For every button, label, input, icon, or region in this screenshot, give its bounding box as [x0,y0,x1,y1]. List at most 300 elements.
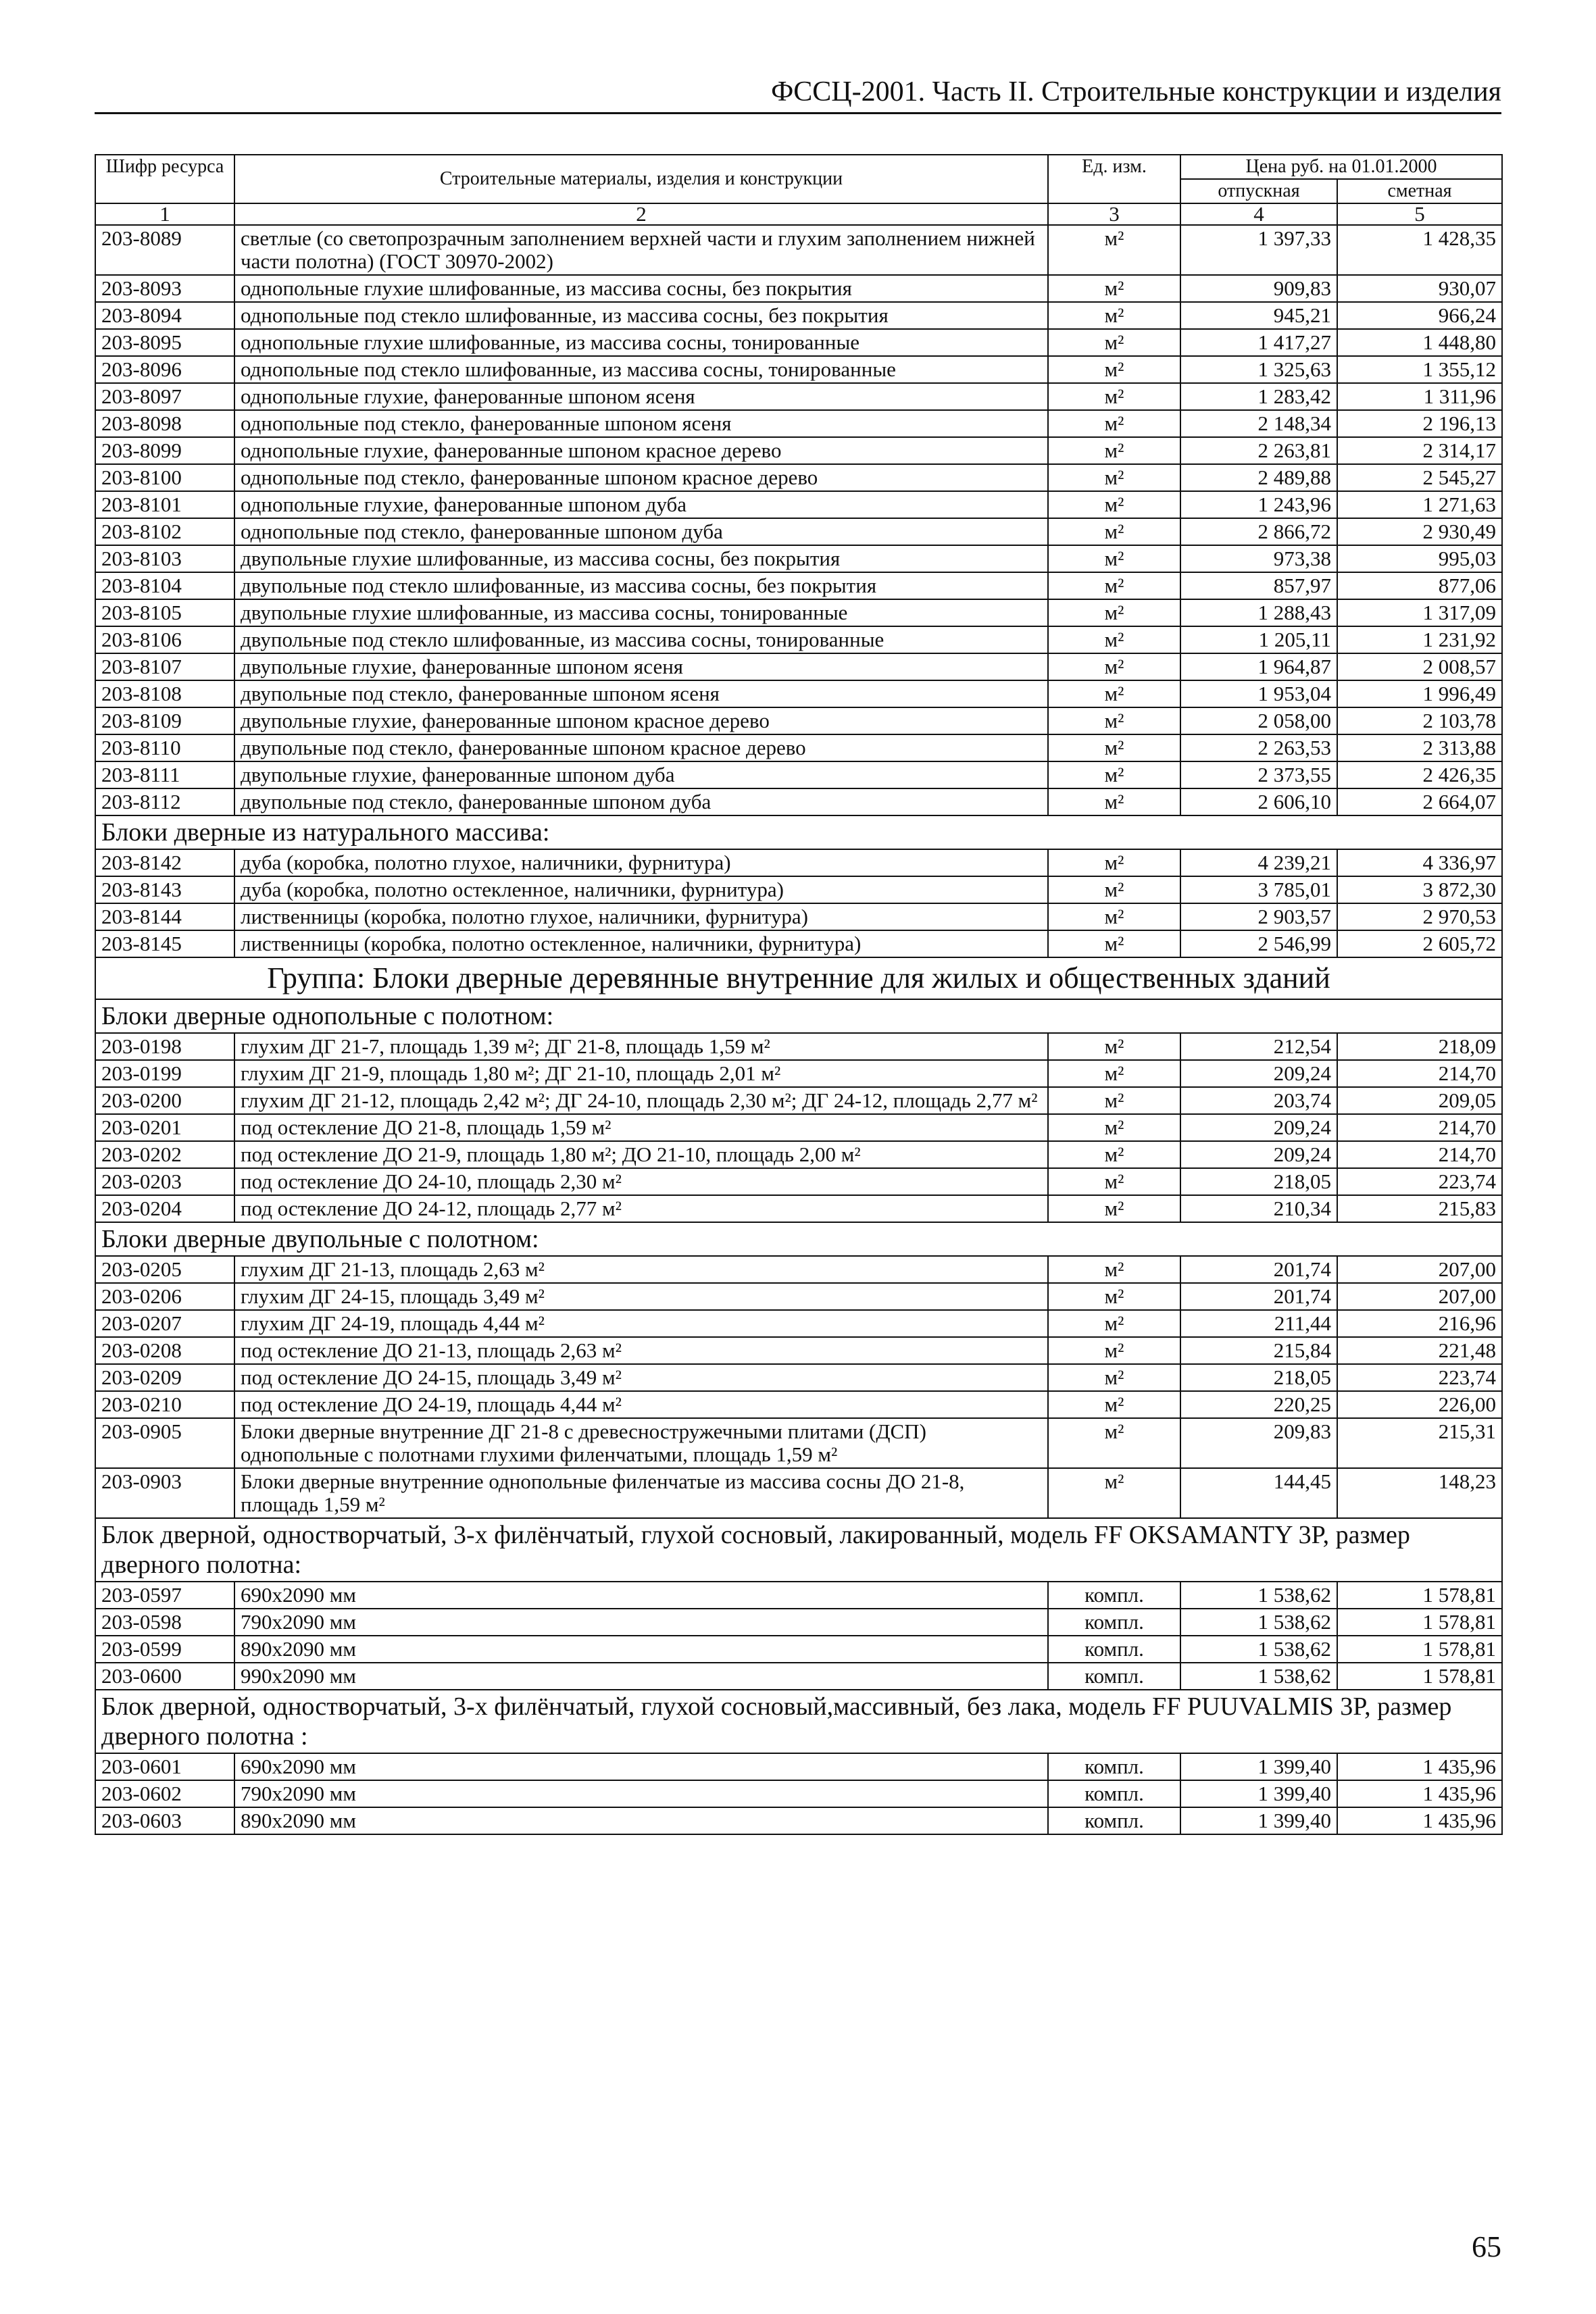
resource-code: 203-0905 [95,1418,234,1468]
resource-code: 203-8094 [95,302,234,329]
estimate-price: 2 426,35 [1337,761,1502,788]
estimate-price: 221,48 [1337,1337,1502,1364]
unit: м² [1048,383,1180,410]
release-price: 857,97 [1180,572,1337,599]
resource-description: однопольные под стекло, фанерованные шпоном ясеня [234,410,1048,437]
column-index-row [95,203,1502,225]
unit: м² [1048,788,1180,815]
unit: компл. [1048,1807,1180,1834]
unit: м² [1048,518,1180,545]
unit: м² [1048,626,1180,653]
release-price: 211,44 [1180,1310,1337,1337]
resource-description: двупольные глухие шлифованные, из массива сосны, без покрытия [234,545,1048,572]
unit: м² [1048,1141,1180,1168]
table-row [95,1807,1502,1834]
unit: м² [1048,491,1180,518]
resource-description: двупольные глухие, фанерованные шпоном дуба [234,761,1048,788]
table-row [95,545,1502,572]
unit: м² [1048,761,1180,788]
resource-description: глухим ДГ 21-9, площадь 1,80 м²; ДГ 21-10, площадь 2,01 м² [234,1060,1048,1087]
estimate-price: 1 428,35 [1337,225,1502,275]
resource-code: 203-0209 [95,1364,234,1391]
unit: м² [1048,1087,1180,1114]
resource-description: 790x2090 мм [234,1609,1048,1636]
table-row [95,1060,1502,1087]
estimate-price: 216,96 [1337,1310,1502,1337]
resource-code: 203-0204 [95,1195,234,1222]
resource-description: лиственницы (коробка, полотно остекленное, наличники, фурнитура) [234,930,1048,957]
resource-code: 203-0599 [95,1636,234,1663]
release-price: 209,24 [1180,1141,1337,1168]
unit: компл. [1048,1636,1180,1663]
estimate-price: 209,05 [1337,1087,1502,1114]
unit: компл. [1048,1582,1180,1609]
release-price: 1 283,42 [1180,383,1337,410]
resource-description: лиственницы (коробка, полотно глухое, наличники, фурнитура) [234,903,1048,930]
resource-code: 203-0603 [95,1807,234,1834]
unit: м² [1048,1114,1180,1141]
resource-code: 203-0601 [95,1753,234,1780]
resource-description: двупольные под стекло, фанерованные шпоном дуба [234,788,1048,815]
column-index: 5 [1337,203,1502,225]
release-price: 909,83 [1180,275,1337,302]
section-heading: Блоки дверные однопольные с полотном: [95,999,1502,1033]
release-price: 1 288,43 [1180,599,1337,626]
resource-code: 203-0206 [95,1283,234,1310]
unit: м² [1048,903,1180,930]
unit: м² [1048,930,1180,957]
table-row [95,356,1502,383]
section-heading: Блок дверной, одностворчатый, 3-х филёнчатый, глухой сосновый,массивный, без лака, модель FF PUUVALMIS 3P, размер дверного полотна : [95,1690,1502,1753]
estimate-price: 995,03 [1337,545,1502,572]
resource-code: 203-8100 [95,464,234,491]
resource-description: глухим ДГ 21-7, площадь 1,39 м²; ДГ 21-8, площадь 1,59 м² [234,1033,1048,1060]
estimate-price: 214,70 [1337,1060,1502,1087]
resource-description: под остекление ДО 24-15, площадь 3,49 м² [234,1364,1048,1391]
unit: компл. [1048,1663,1180,1690]
estimate-price: 2 970,53 [1337,903,1502,930]
unit: м² [1048,653,1180,680]
table-row [95,1114,1502,1141]
section-row [95,815,1502,849]
resource-code: 203-0600 [95,1663,234,1690]
release-price: 1 205,11 [1180,626,1337,653]
estimate-price: 2 664,07 [1337,788,1502,815]
release-price: 218,05 [1180,1364,1337,1391]
table-row [95,903,1502,930]
section-heading: Блоки дверные из натурального массива: [95,815,1502,849]
col-code-header: Шифр ресурса [95,155,234,203]
release-price: 203,74 [1180,1087,1337,1114]
resource-description: под остекление ДО 24-12, площадь 2,77 м² [234,1195,1048,1222]
table-row [95,1468,1502,1518]
release-price: 2 263,81 [1180,437,1337,464]
table-row [95,849,1502,876]
table-row [95,329,1502,356]
resource-code: 203-0201 [95,1114,234,1141]
resource-description: однопольные глухие шлифованные, из массива сосны, без покрытия [234,275,1048,302]
release-price: 1 538,62 [1180,1582,1337,1609]
table-row [95,1033,1502,1060]
release-price: 1 538,62 [1180,1609,1337,1636]
unit: м² [1048,464,1180,491]
resource-description: глухим ДГ 21-13, площадь 2,63 м² [234,1256,1048,1283]
resource-description: под остекление ДО 24-10, площадь 2,30 м² [234,1168,1048,1195]
table-row [95,788,1502,815]
estimate-price: 226,00 [1337,1391,1502,1418]
unit: м² [1048,1391,1180,1418]
release-price: 209,24 [1180,1060,1337,1087]
release-price: 1 325,63 [1180,356,1337,383]
unit: м² [1048,572,1180,599]
resource-code: 203-0597 [95,1582,234,1609]
table-row [95,1780,1502,1807]
estimate-price: 214,70 [1337,1141,1502,1168]
unit: м² [1048,1310,1180,1337]
estimate-price: 2 313,88 [1337,734,1502,761]
resource-description: однопольные глухие, фанерованные шпоном ясеня [234,383,1048,410]
resource-code: 203-0205 [95,1256,234,1283]
estimate-price: 1 271,63 [1337,491,1502,518]
resource-code: 203-8093 [95,275,234,302]
estimate-price: 207,00 [1337,1283,1502,1310]
resource-code: 203-8089 [95,225,234,275]
resource-description: однопольные под стекло шлифованные, из массива сосны, тонированные [234,356,1048,383]
resource-description: однопольные под стекло, фанерованные шпоном красное дерево [234,464,1048,491]
unit: м² [1048,1060,1180,1087]
resource-code: 203-8098 [95,410,234,437]
group-row [95,957,1502,999]
release-price: 1 397,33 [1180,225,1337,275]
resource-code: 203-8104 [95,572,234,599]
table-row [95,1310,1502,1337]
col-desc-header: Строительные материалы, изделия и конструкции [234,155,1048,203]
resource-description: Блоки дверные внутренние однопольные филенчатые из массива сосны ДО 21-8, площадь 1,59 м² [234,1468,1048,1518]
estimate-price: 1 578,81 [1337,1582,1502,1609]
resource-description: глухим ДГ 21-12, площадь 2,42 м²; ДГ 24-10, площадь 2,30 м²; ДГ 24-12, площадь 2,77 м² [234,1087,1048,1114]
resource-description: Блоки дверные внутренние ДГ 21-8 с древесностружечными плитами (ДСП) однопольные с полотнами глухими филенчатыми, площадь 1,59 м² [234,1418,1048,1468]
estimate-price: 1 311,96 [1337,383,1502,410]
table-row [95,1753,1502,1780]
resource-code: 203-8105 [95,599,234,626]
resource-code: 203-8108 [95,680,234,707]
resource-code: 203-8097 [95,383,234,410]
release-price: 2 373,55 [1180,761,1337,788]
group-heading: Группа: Блоки дверные деревянные внутренние для жилых и общественных зданий [95,957,1502,999]
table-row [95,1168,1502,1195]
release-price: 209,24 [1180,1114,1337,1141]
resource-description: однопольные под стекло шлифованные, из массива сосны, без покрытия [234,302,1048,329]
release-price: 218,05 [1180,1168,1337,1195]
table-row [95,464,1502,491]
estimate-price: 148,23 [1337,1468,1502,1518]
column-index: 4 [1180,203,1337,225]
unit: м² [1048,1418,1180,1468]
estimate-price: 223,74 [1337,1168,1502,1195]
table-row [95,1609,1502,1636]
table-row [95,876,1502,903]
resource-code: 203-8095 [95,329,234,356]
resource-description: глухим ДГ 24-15, площадь 3,49 м² [234,1283,1048,1310]
page-header: ФССЦ-2001. Часть II. Строительные конструкции и изделия [95,76,1501,114]
release-price: 2 263,53 [1180,734,1337,761]
table-row [95,1195,1502,1222]
estimate-price: 2 008,57 [1337,653,1502,680]
estimate-price: 1 355,12 [1337,356,1502,383]
resource-code: 203-8112 [95,788,234,815]
resource-code: 203-8111 [95,761,234,788]
resource-code: 203-8099 [95,437,234,464]
estimate-price: 877,06 [1337,572,1502,599]
col-price-header: Цена руб. на 01.01.2000 [1180,155,1502,179]
col-estimate-header: сметная [1337,179,1502,203]
estimate-price: 1 231,92 [1337,626,1502,653]
table-row [95,1087,1502,1114]
estimate-price: 3 872,30 [1337,876,1502,903]
unit: м² [1048,599,1180,626]
release-price: 2 606,10 [1180,788,1337,815]
estimate-price: 966,24 [1337,302,1502,329]
page-number: 65 [1472,2230,1501,2263]
estimate-price: 214,70 [1337,1114,1502,1141]
resource-code: 203-0203 [95,1168,234,1195]
unit: м² [1048,680,1180,707]
section-row [95,1518,1502,1582]
release-price: 1 399,40 [1180,1780,1337,1807]
unit: компл. [1048,1609,1180,1636]
unit: м² [1048,1168,1180,1195]
unit: м² [1048,410,1180,437]
col-unit-header: Ед. изм. [1048,155,1180,203]
table-row [95,653,1502,680]
release-price: 2 489,88 [1180,464,1337,491]
unit: компл. [1048,1753,1180,1780]
resource-code: 203-8143 [95,876,234,903]
unit: м² [1048,225,1180,275]
section-row [95,999,1502,1033]
section-heading: Блок дверной, одностворчатый, 3-х филёнчатый, глухой сосновый, лакированный, модель FF OKSAMANTY 3P, размер дверного полотна: [95,1518,1502,1582]
release-price: 212,54 [1180,1033,1337,1060]
unit: м² [1048,849,1180,876]
estimate-price: 1 435,96 [1337,1753,1502,1780]
release-price: 220,25 [1180,1391,1337,1418]
estimate-price: 2 605,72 [1337,930,1502,957]
resource-description: однопольные под стекло, фанерованные шпоном дуба [234,518,1048,545]
resource-code: 203-0903 [95,1468,234,1518]
column-index: 3 [1048,203,1180,225]
unit: м² [1048,356,1180,383]
unit: м² [1048,1337,1180,1364]
table-row [95,1337,1502,1364]
unit: м² [1048,707,1180,734]
release-price: 1 417,27 [1180,329,1337,356]
estimate-price: 2 103,78 [1337,707,1502,734]
table-row [95,930,1502,957]
table-row [95,383,1502,410]
release-price: 1 243,96 [1180,491,1337,518]
estimate-price: 218,09 [1337,1033,1502,1060]
table-row [95,680,1502,707]
unit: м² [1048,876,1180,903]
resource-description: двупольные под стекло шлифованные, из массива сосны, без покрытия [234,572,1048,599]
release-price: 2 148,34 [1180,410,1337,437]
resource-code: 203-0598 [95,1609,234,1636]
estimate-price: 1 435,96 [1337,1780,1502,1807]
table-row [95,707,1502,734]
table-row [95,1418,1502,1468]
resource-code: 203-0210 [95,1391,234,1418]
estimate-price: 207,00 [1337,1256,1502,1283]
resource-description: дуба (коробка, полотно остекленное, наличники, фурнитура) [234,876,1048,903]
unit: м² [1048,329,1180,356]
resource-description: однопольные глухие шлифованные, из массива сосны, тонированные [234,329,1048,356]
estimate-price: 215,31 [1337,1418,1502,1468]
release-price: 201,74 [1180,1256,1337,1283]
resource-code: 203-0200 [95,1087,234,1114]
table-row [95,1141,1502,1168]
resource-code: 203-8096 [95,356,234,383]
release-price: 201,74 [1180,1283,1337,1310]
estimate-price: 215,83 [1337,1195,1502,1222]
resource-description: двупольные под стекло шлифованные, из массива сосны, тонированные [234,626,1048,653]
release-price: 945,21 [1180,302,1337,329]
release-price: 1 953,04 [1180,680,1337,707]
unit: м² [1048,1468,1180,1518]
section-row [95,1222,1502,1256]
estimate-price: 2 545,27 [1337,464,1502,491]
resource-description: двупольные под стекло, фанерованные шпоном красное дерево [234,734,1048,761]
resource-code: 203-0198 [95,1033,234,1060]
release-price: 1 399,40 [1180,1753,1337,1780]
unit: м² [1048,437,1180,464]
section-row [95,1690,1502,1753]
table-row [95,626,1502,653]
table-row [95,599,1502,626]
table-row [95,1582,1502,1609]
resource-description: однопольные глухие, фанерованные шпоном дуба [234,491,1048,518]
estimate-price: 2 930,49 [1337,518,1502,545]
unit: м² [1048,1283,1180,1310]
resource-description: двупольные глухие, фанерованные шпоном ясеня [234,653,1048,680]
table-row [95,437,1502,464]
release-price: 1 964,87 [1180,653,1337,680]
estimate-price: 930,07 [1337,275,1502,302]
column-index: 2 [234,203,1048,225]
resource-code: 203-8102 [95,518,234,545]
resource-description: 790x2090 мм [234,1780,1048,1807]
table-row [95,225,1502,275]
release-price: 215,84 [1180,1337,1337,1364]
table-row [95,518,1502,545]
section-heading: Блоки дверные двупольные с полотном: [95,1222,1502,1256]
estimate-price: 2 314,17 [1337,437,1502,464]
table-row [95,1256,1502,1283]
resource-code: 203-8106 [95,626,234,653]
estimate-price: 1 578,81 [1337,1663,1502,1690]
resource-code: 203-8107 [95,653,234,680]
resource-code: 203-8109 [95,707,234,734]
resource-code: 203-8142 [95,849,234,876]
resource-description: 990x2090 мм [234,1663,1048,1690]
release-price: 2 546,99 [1180,930,1337,957]
resource-code: 203-8110 [95,734,234,761]
release-price: 1 399,40 [1180,1807,1337,1834]
resource-description: глухим ДГ 24-19, площадь 4,44 м² [234,1310,1048,1337]
estimate-price: 1 317,09 [1337,599,1502,626]
column-index: 1 [95,203,234,225]
estimate-price: 2 196,13 [1337,410,1502,437]
release-price: 4 239,21 [1180,849,1337,876]
release-price: 3 785,01 [1180,876,1337,903]
resource-description: под остекление ДО 21-8, площадь 1,59 м² [234,1114,1048,1141]
resource-code: 203-8144 [95,903,234,930]
release-price: 973,38 [1180,545,1337,572]
estimate-price: 1 578,81 [1337,1609,1502,1636]
release-price: 1 538,62 [1180,1663,1337,1690]
resource-description: дуба (коробка, полотно глухое, наличники, фурнитура) [234,849,1048,876]
resource-description: однопольные глухие, фанерованные шпоном красное дерево [234,437,1048,464]
estimate-price: 1 578,81 [1337,1636,1502,1663]
table-row [95,275,1502,302]
table-row [95,734,1502,761]
resource-code: 203-0602 [95,1780,234,1807]
unit: м² [1048,1364,1180,1391]
resource-description: 890x2090 мм [234,1807,1048,1834]
resource-description: 690x2090 мм [234,1753,1048,1780]
resource-description: двупольные глухие шлифованные, из массива сосны, тонированные [234,599,1048,626]
unit: м² [1048,275,1180,302]
resource-code: 203-0202 [95,1141,234,1168]
table-body [95,225,1502,1834]
table-row [95,1636,1502,1663]
table-row [95,1283,1502,1310]
table-row [95,572,1502,599]
unit: м² [1048,302,1180,329]
unit: м² [1048,734,1180,761]
release-price: 2 058,00 [1180,707,1337,734]
release-price: 2 866,72 [1180,518,1337,545]
table-row [95,491,1502,518]
table-row [95,410,1502,437]
table-row [95,761,1502,788]
resource-code: 203-0207 [95,1310,234,1337]
unit: м² [1048,1033,1180,1060]
estimate-price: 1 435,96 [1337,1807,1502,1834]
estimate-price: 1 996,49 [1337,680,1502,707]
unit: м² [1048,545,1180,572]
resource-code: 203-8103 [95,545,234,572]
release-price: 209,83 [1180,1418,1337,1468]
resource-description: светлые (со светопрозрачным заполнением верхней части и глухим заполнением нижней части полотна) (ГОСТ 30970-2002) [234,225,1048,275]
table-row [95,1663,1502,1690]
price-table [95,154,1503,1835]
resource-description: двупольные под стекло, фанерованные шпоном ясеня [234,680,1048,707]
col-release-header: отпускная [1180,179,1337,203]
resource-description: под остекление ДО 21-13, площадь 2,63 м² [234,1337,1048,1364]
resource-code: 203-0208 [95,1337,234,1364]
resource-code: 203-8145 [95,930,234,957]
unit: м² [1048,1195,1180,1222]
estimate-price: 223,74 [1337,1364,1502,1391]
table-row [95,302,1502,329]
release-price: 1 538,62 [1180,1636,1337,1663]
unit: м² [1048,1256,1180,1283]
estimate-price: 1 448,80 [1337,329,1502,356]
release-price: 144,45 [1180,1468,1337,1518]
release-price: 210,34 [1180,1195,1337,1222]
resource-code: 203-0199 [95,1060,234,1087]
unit: компл. [1048,1780,1180,1807]
